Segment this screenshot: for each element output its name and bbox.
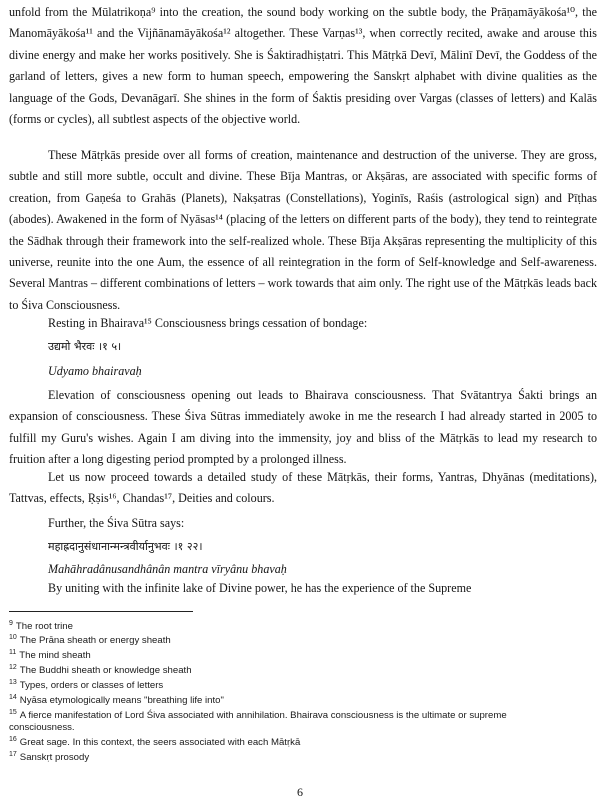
paragraph-1: unfold from the Mūlatrikoṇa⁹ into the creation, the sound body working on the subtle body, the Prāṇamāyākośa¹⁰, the Manomāyākośa¹¹ and the Vijñānamāyākośa¹² altogether. These Varṇas¹³, when correctly recited, awake and arouse this divine energy and make her works positively. She is Śaktiradhiṣṭatri. This Mātṛkā Devī, Mālinī Devī, the Goddess of the garland of letters, gives a new form to human speech, empowering the Sanskṛt alphabet with divine qualities as the language of the Gods, Devanāgarī. She shines in the form of Śaktis presiding over Vargas (classes of letters) and Kalās (forms or cycles), all subtlest aspects of the objective world. xyxy=(9,5,597,127)
sutra-1-devanagari: उद्यमो भैरवः ।१ ५। xyxy=(48,340,122,353)
footnote-16: $^{16}$ Great sage. In this context, the seers associated with each Mātṛkā xyxy=(9,736,301,748)
paragraph-2: These Mātṛkās preside over all forms of creation, maintenance and destruction of the universe. They are gross, subtle and still more subtle, occult and divine. These Bīja Mantras, or Akṣāras, are associated with specific forms of creation, from Gaṇeśa to Grahās (Planets), Nakṣatras (Constellations), Yoginīs, Raśis (astrological sign) and Pīṭhas (abodes). Awakened in the form of Nyāsas¹⁴ (placing of the letters on different parts of the body), they tend to reintegrate the Sādhak through their framework into the self-realized whole. These Bīja Akṣāras representing the multiplicity of this universe, reunite into the one Aum, the essence of all reintegration in the form of Self-knowledge and Self-awareness. Several Mantras – different combinations of letters – work towards that aim only. The right use of the Mātṛkās leads back to Śiva Consciousness. xyxy=(9,148,597,312)
paragraph-5: By uniting with the infinite lake of Divine power, he has the experience of the Supreme xyxy=(48,581,472,595)
sutra-2-devanagari: महाह्रदानुसंधानान्मन्त्रवीर्यानुभवः ।१ २२। xyxy=(48,540,203,553)
footnote-9: $^9$ The root trine xyxy=(9,620,73,632)
footnote-rule xyxy=(9,611,193,612)
further-line: Further, the Śiva Sūtra says: xyxy=(48,516,185,530)
footnote-15: $^{15}$ A fierce manifestation of Lord Śiva associated with annihilation. Bhairava consciousness is the ultimate or supreme consciousness. xyxy=(9,709,507,733)
footnote-11: $^{11}$ The mind sheath xyxy=(9,649,91,661)
page-number: 6 xyxy=(297,785,303,799)
footnote-14: $^{14}$ Nyāsa etymologically means "breathing life into" xyxy=(9,694,224,706)
paragraph-3: Elevation of consciousness opening out leads to Bhairava consciousness. That Svātantrya Śakti brings an expansion of consciousness. These Śiva Sūtras immediately awoke in me the research I had already started in 2005 to fulfill my Guru's wishes. Again I am diving into the immensity, joy and bliss of the Mātṛkās to lead my research to fruition after a long digesting period prompted by a prolonged illness. xyxy=(9,388,597,467)
footnote-12: $^{12}$ The Buddhi sheath or knowledge sheath xyxy=(9,664,192,676)
sutra-1-transliteration: Udyamo bhairavaḥ xyxy=(48,364,142,378)
footnote-17: $^{17}$ Sanskṛt prosody xyxy=(9,751,90,763)
resting-line: Resting in Bhairava¹⁵ Consciousness brings cessation of bondage: xyxy=(48,316,368,330)
paragraph-4: Let us now proceed towards a detailed study of these Mātṛkās, their forms, Yantras, Dhyānas (meditations), Tattvas, effects, Ṛṣis¹⁶, Chandas¹⁷, Deities and colours. xyxy=(9,470,597,506)
sutra-2-transliteration: Mahāhradânusandhânân mantra vīryânu bhavaḥ xyxy=(48,562,287,576)
footnote-13: $^{13}$ Types, orders or classes of letters xyxy=(9,679,164,691)
footnote-10: $^{10}$ The Prāna sheath or energy sheath xyxy=(9,634,171,646)
